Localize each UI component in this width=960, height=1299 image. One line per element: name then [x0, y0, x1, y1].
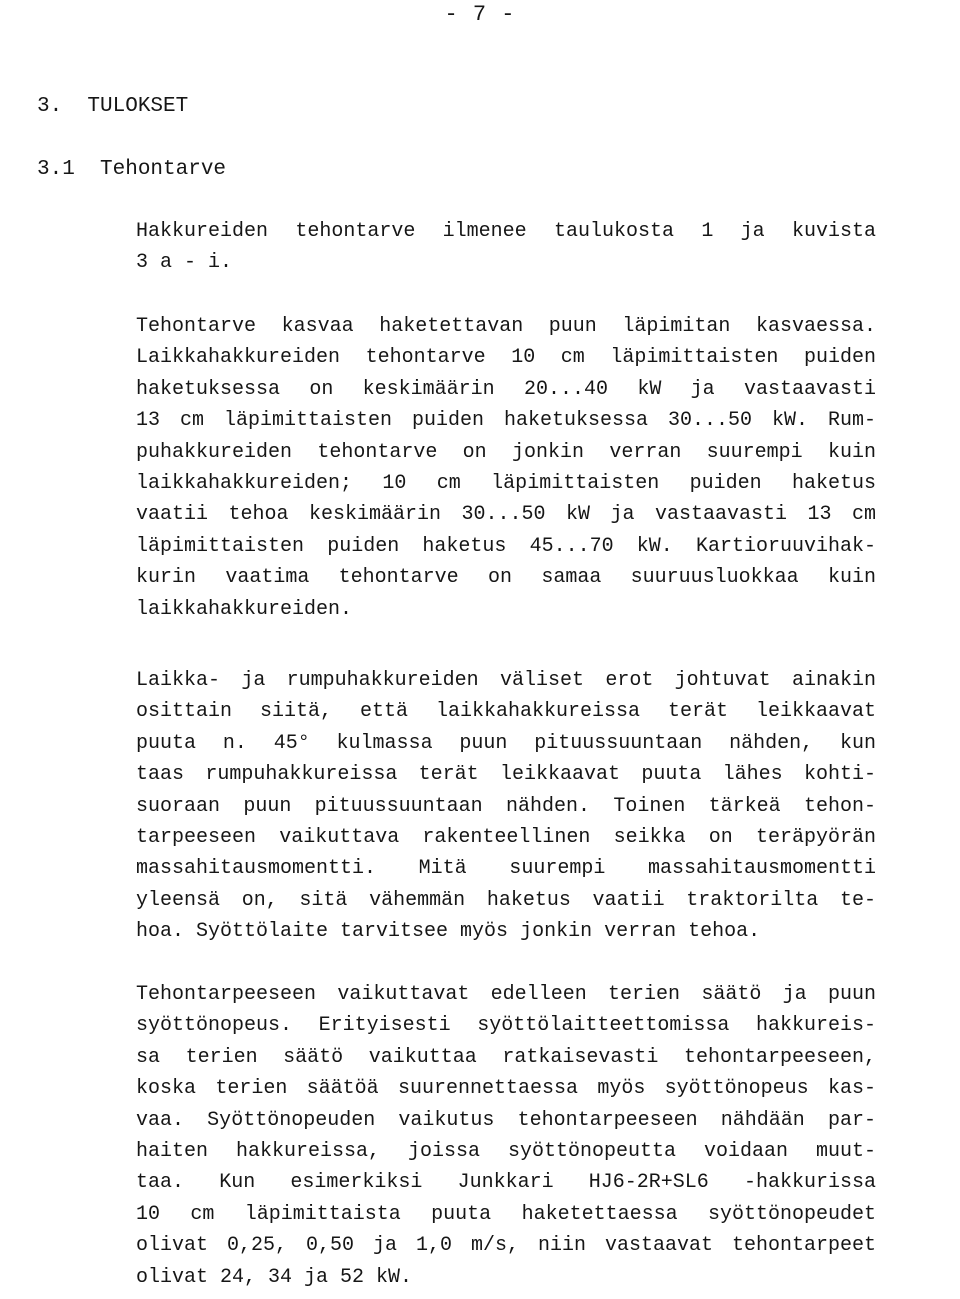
- text-line: puhakkureiden tehontarve on jonkin verran suurempi kuin: [136, 440, 876, 464]
- text-line: Hakkureiden tehontarve ilmenee taulukosta 1 ja kuvista: [136, 220, 876, 243]
- text-line: sa terien säätö vaikuttaa ratkaisevasti tehontarpeeseen,: [136, 1045, 876, 1069]
- text-line: taas rumpuhakkureissa terät leikkaavat puuta lähes kohti-: [136, 763, 876, 787]
- text-line: 3 a - i.: [136, 251, 233, 275]
- text-line: 13 cm läpimittaisten puiden haketuksessa 30...50 kW. Rum-: [136, 409, 876, 433]
- text-line: haketuksessa on keskimäärin 20...40 kW ja vastaavasti: [136, 377, 876, 401]
- text-line: läpimittaisten puiden haketus 45...70 kW. Kartioruuvihak-: [136, 534, 876, 558]
- text-line: vaatii tehoa keskimäärin 30...50 kW ja vastaavasti 13 cm: [136, 503, 876, 527]
- text-line: osittain siitä, että laikkahakkureissa terät leikkaavat: [136, 700, 876, 724]
- text-line: olivat 0,25, 0,50 ja 1,0 m/s, niin vastaavat tehontarpeet: [136, 1234, 876, 1258]
- text-line: Laikka- ja rumpuhakkureiden väliset erot johtuvat ainakin: [136, 669, 876, 692]
- page-number: - 7 -: [444, 2, 516, 27]
- paragraph: [136, 665, 876, 948]
- text-line: kurin vaatima tehontarve on samaa suuruusluokkaa kuin: [136, 566, 876, 590]
- text-line: koska terien säätöä suurennettaessa myös syöttönopeus kas-: [136, 1077, 876, 1101]
- text-line: Tehontarve kasvaa haketettavan puun läpimitan kasvaessa.: [136, 315, 876, 338]
- subsection-heading: 3.1 Tehontarve: [37, 158, 227, 181]
- paragraph: [136, 216, 876, 279]
- section-heading: 3. TULOKSET: [37, 95, 189, 118]
- text-line: Laikkahakkureiden tehontarve 10 cm läpimittaisten puiden: [136, 346, 876, 370]
- paragraph: [136, 979, 876, 1293]
- text-line: yleensä on, sitä vähemmän haketus vaatii traktorilta te-: [136, 888, 876, 912]
- text-line: haiten hakkureissa, joissa syöttönopeutta voidaan muut-: [136, 1139, 876, 1163]
- text-line: massahitausmomentti. Mitä suurempi massahitausmomentti: [136, 857, 876, 881]
- paragraph: [136, 311, 876, 625]
- text-line: 10 cm läpimittaista puuta haketettaessa syöttönopeudet: [136, 1202, 876, 1226]
- text-line: vaa. Syöttönopeuden vaikutus tehontarpeeseen nähdään par-: [136, 1108, 876, 1132]
- text-line: tarpeeseen vaikuttava rakenteellinen seikka on teräpyörän: [136, 825, 876, 849]
- text-line: laikkahakkureiden.: [136, 597, 353, 621]
- text-line: hoa. Syöttölaite tarvitsee myös jonkin verran tehoa.: [136, 920, 761, 944]
- text-line: laikkahakkureiden; 10 cm läpimittaisten puiden haketus: [136, 471, 876, 495]
- text-line: puuta n. 45° kulmassa puun pituussuuntaan nähden, kun: [136, 731, 876, 755]
- text-line: syöttönopeus. Erityisesti syöttölaitteettomissa hakkureis-: [136, 1014, 876, 1038]
- text-line: suoraan puun pituussuuntaan nähden. Toinen tärkeä tehon-: [136, 794, 876, 818]
- text-line: taa. Kun esimerkiksi Junkkari HJ6-2R+SL6 -hakkurissa: [136, 1171, 876, 1195]
- text-line: Tehontarpeeseen vaikuttavat edelleen terien säätö ja puun: [136, 983, 876, 1006]
- text-line: olivat 24, 34 ja 52 kW.: [136, 1265, 413, 1289]
